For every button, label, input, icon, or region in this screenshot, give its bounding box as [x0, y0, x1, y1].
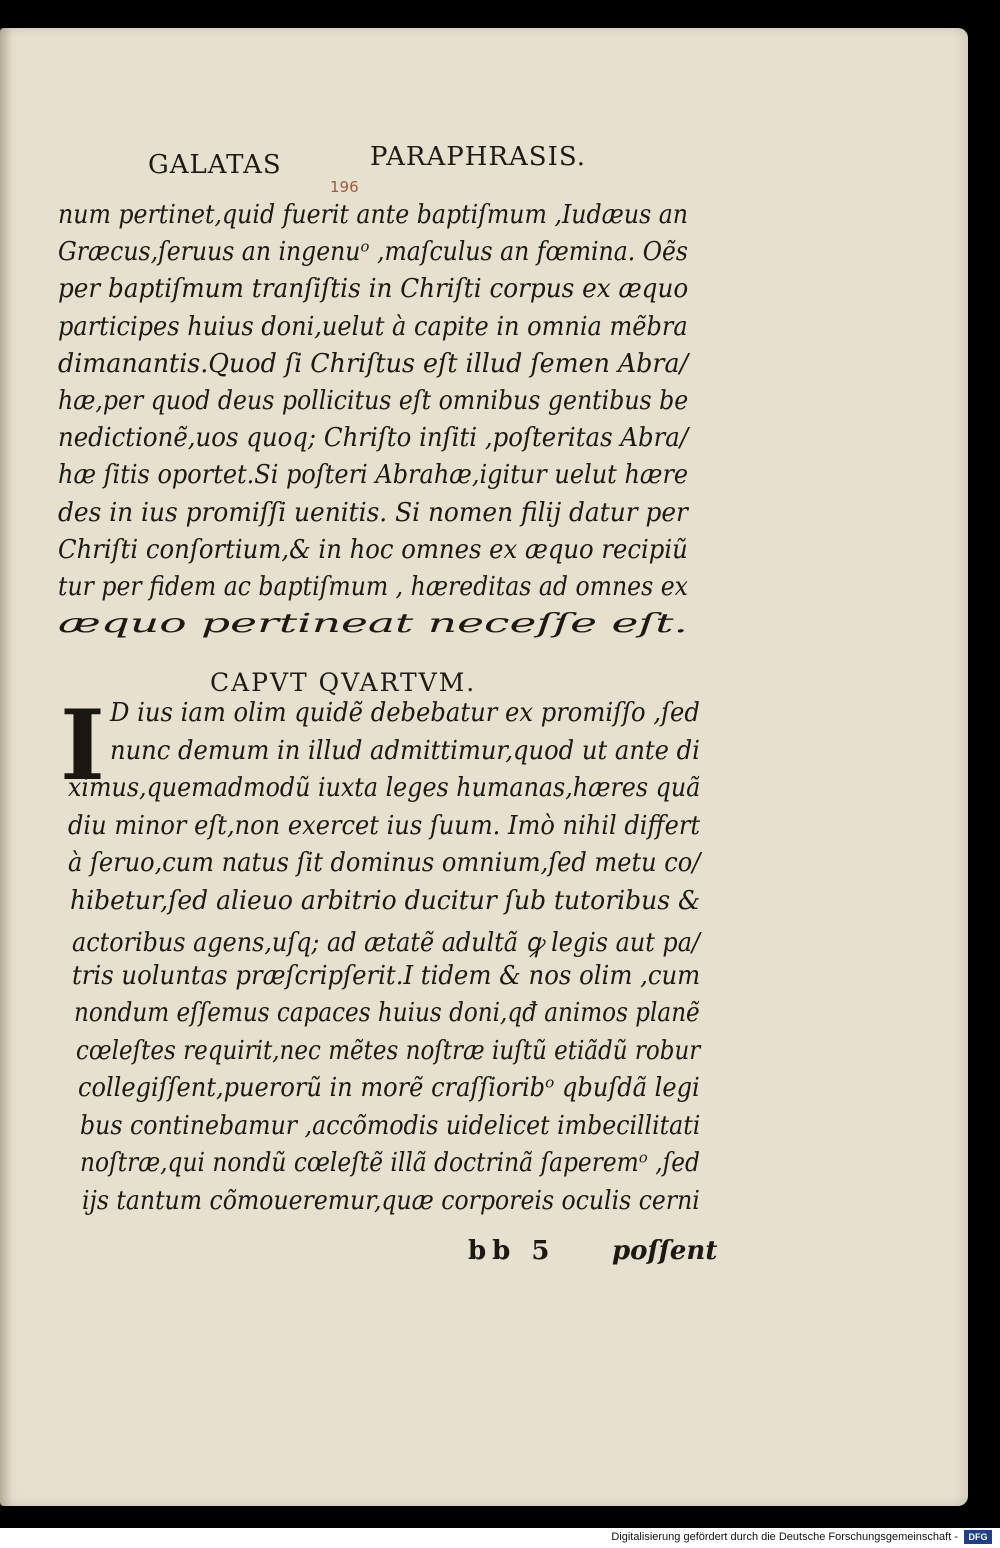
text-line: cœleſtes requirit,nec mẽtes noſtræ iuſtũ etiãdũ robur — [76, 1035, 701, 1066]
text-line: bus continebamur ,accõmodis uidelicet imbecillitati — [80, 1110, 701, 1141]
text-line: noſtræ,qui nondũ cœleſtẽ illã doctrinã ſaperemᵒ ,ſed — [80, 1148, 700, 1178]
text-line: hæ,per quod deus pollicitus eſt omnibus gentibus be — [58, 386, 689, 416]
footer-credit: Digitalisierung gefördert durch die Deutsche Forschungsgemeinschaft - — [611, 1531, 958, 1543]
text-line: à ſeruo,cum natus ſit dominus omnium,ſed metu co/ — [68, 848, 701, 878]
text-line: tur per fidem ac baptiſmum , hæreditas ad omnes ex — [58, 572, 688, 602]
text-line: collegiſſent,puerorũ in morẽ craſſioribᵒ qbuſdã legi — [78, 1073, 700, 1103]
initial-letter: I — [60, 689, 105, 802]
text-line: per baptiſmum tranſiſtis in Chriſti corpus ex æquo — [58, 274, 689, 305]
text-line: nunc demum in illud admittimur,quod ut ante di — [110, 735, 700, 766]
text-line: participes huius doni,uelut à capite in omnia mẽbra — [58, 311, 688, 342]
header-right: PARAPHRASIS. — [370, 142, 586, 172]
text-line: actoribus agens,uſq; ad ætatẽ adultã ꝙ legis aut pa/ — [72, 928, 700, 958]
text-line: nondum eſſemus capaces huius doni,qđ animos planẽ — [74, 998, 700, 1028]
header-left: GALATAS — [148, 150, 282, 180]
text-line: nedictionẽ,uos quoq; Chriſto inſiti ,poſteritas Abra/ — [58, 423, 689, 454]
text-line: tris uoluntas præſcripſerit.I tidem & nos olim ,cum — [72, 960, 701, 991]
text-line: ijs tantum cõmoueremur,quæ corporeis oculis cerni — [82, 1185, 700, 1216]
text-line: ximus,quemadmodũ iuxta leges humanas,hæres quã — [68, 773, 701, 803]
dfg-logo: DFG — [964, 1530, 992, 1544]
text-line: diu minor eſt,non exercet ius ſuum. Imò nihil differt — [68, 810, 701, 841]
chapter-heading: CAPVT QVARTVM. — [210, 668, 477, 697]
footer-bar — [0, 1528, 1000, 1548]
text-line: Græcus,ſeruus an ingenuᵒ ,maſculus an fœmina. Oẽs — [58, 237, 688, 268]
folio-number: 196 — [330, 178, 359, 196]
text-line: hibetur,ſed alieuo arbitrio ducitur ſub tutoribus & — [70, 885, 701, 916]
text-line: hæ ſitis oportet.Si poſteri Abrahæ,igitur uelut hære — [58, 460, 689, 491]
text-line: æquo pertineat neceſſe eſt. — [58, 609, 689, 640]
catchword: poſſent — [612, 1236, 718, 1266]
text-line: Chriſti conſortium,& in hoc omnes ex æquo recipiũ — [58, 534, 688, 565]
text-line: num pertinet,quid fuerit ante baptiſmum ,Iudæus an — [58, 200, 689, 230]
text-line: dimanantis.Quod ſi Chriſtus eſt illud ſemen Abra/ — [58, 348, 689, 379]
text-line: des in ius promiſſi uenitis. Si nomen filij datur per — [58, 497, 688, 528]
text-line: D ius iam olim quidẽ debebatur ex promiſſo ,ſed — [110, 698, 700, 728]
signature-mark: bb 5 — [468, 1236, 556, 1266]
